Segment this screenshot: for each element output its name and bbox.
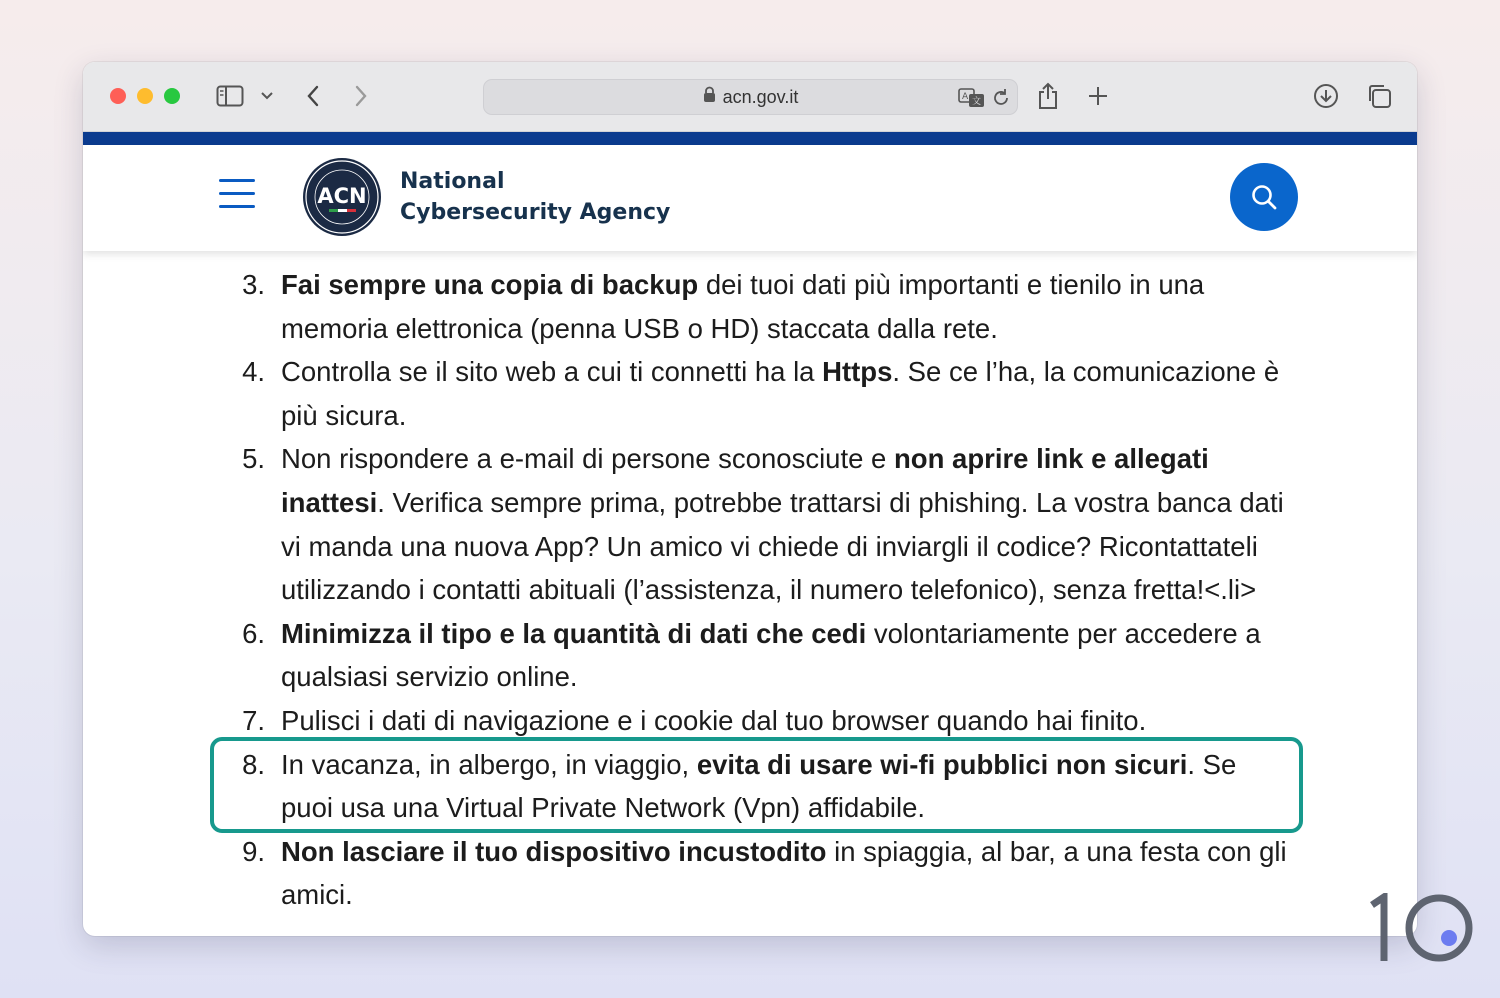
- list-number: 6.: [242, 617, 265, 649]
- sidebar-icon[interactable]: [215, 82, 245, 110]
- list-text: in spiaggia, al bar, a una festa con gli amici.: [281, 835, 1287, 911]
- acn-logo[interactable]: [302, 157, 382, 237]
- list-number: 3.: [242, 269, 265, 300]
- list-text: In vacanza, in albergo, in viaggio,: [281, 748, 697, 780]
- reload-icon[interactable]: [991, 87, 1011, 113]
- search-button[interactable]: [1230, 163, 1298, 231]
- browser-window: [83, 62, 1417, 936]
- logo-text: ACN: [317, 184, 367, 208]
- svg-text:文: 文: [972, 97, 982, 107]
- list-bold-text: Non lasciare il tuo dispositivo incustodito: [281, 835, 827, 867]
- list-text: . Verifica sempre prima, potrebbe trattarsi di phishing. La vostra banca dati vi manda una nuova App? Un amico vi chiede di inviargli il codice? Ricontattateli utilizzando i contatti abituali (l’assistenza, il numero telefonico), senza fretta!<.li>: [281, 486, 1284, 606]
- chevron-down-icon[interactable]: [258, 82, 276, 110]
- list-text: . Se ce l’ha, la comunicazione è più sicura.: [281, 356, 1280, 431]
- site-header: [83, 145, 1417, 251]
- translate-icon[interactable]: [958, 87, 986, 113]
- site-top-stripe: [83, 132, 1417, 145]
- lock-icon: [703, 86, 716, 108]
- brand-line-2: Cybersecurity Agency: [400, 200, 671, 225]
- list-item: [223, 350, 1293, 437]
- new-tab-icon[interactable]: [1086, 82, 1110, 110]
- address-bar[interactable]: [483, 79, 1018, 115]
- list-item: [223, 612, 1293, 699]
- list-item-highlighted: [223, 743, 1293, 830]
- browser-toolbar: [83, 62, 1417, 132]
- list-text: Controlla se il sito web a cui ti connetti ha la: [281, 356, 823, 388]
- list-number: 5.: [242, 443, 265, 475]
- search-icon: [1249, 182, 1279, 212]
- list-item: [223, 437, 1293, 611]
- list-item: [223, 263, 1293, 350]
- list-bold-text: Fai sempre una copia di backup: [281, 269, 699, 300]
- list-text: volontariamente per accedere a qualsiasi servizio online.: [281, 617, 1261, 693]
- svg-text:A: A: [962, 92, 969, 102]
- minimize-window-button[interactable]: [137, 88, 153, 104]
- brand-line-1: National: [400, 169, 505, 194]
- url-text: acn.gov.it: [722, 86, 799, 107]
- list-text: Non rispondere a e-mail di persone sconosciute e: [281, 443, 894, 475]
- security-tips-list: [223, 263, 1293, 917]
- menu-icon[interactable]: [219, 179, 255, 211]
- list-number: 9.: [242, 835, 265, 867]
- list-bold-text: Https: [822, 356, 893, 388]
- list-number: 4.: [242, 356, 265, 388]
- page-content: [83, 251, 1417, 936]
- download-icon[interactable]: [1312, 82, 1340, 110]
- list-item: [223, 830, 1293, 917]
- list-bold-text: evita di usare wi-fi pubblici non sicuri: [696, 748, 1188, 780]
- back-icon[interactable]: [301, 82, 325, 110]
- watermark-logo: [1368, 893, 1476, 965]
- site-brand[interactable]: [400, 166, 670, 228]
- list-item: [223, 699, 1293, 743]
- tabs-icon[interactable]: [1365, 82, 1393, 110]
- zoom-window-button[interactable]: [164, 88, 180, 104]
- list-text: dei tuoi dati più importanti e tienilo in una memoria elettronica (penna USB o HD) staccata dalla rete.: [281, 269, 1205, 344]
- close-window-button[interactable]: [110, 88, 126, 104]
- list-bold-text: Minimizza il tipo e la quantità di dati che cedi: [281, 617, 867, 649]
- list-text: . Se puoi usa una Virtual Private Network (Vpn) affidabile.: [281, 748, 1237, 824]
- list-bold-text: non aprire link e allegati inattesi: [281, 443, 1209, 518]
- share-icon[interactable]: [1036, 82, 1060, 110]
- list-number: 7.: [242, 704, 265, 736]
- list-number: 8.: [242, 748, 265, 780]
- list-text: Pulisci i dati di navigazione e i cookie dal tuo browser quando hai finito.: [281, 704, 1147, 736]
- forward-icon[interactable]: [349, 82, 373, 110]
